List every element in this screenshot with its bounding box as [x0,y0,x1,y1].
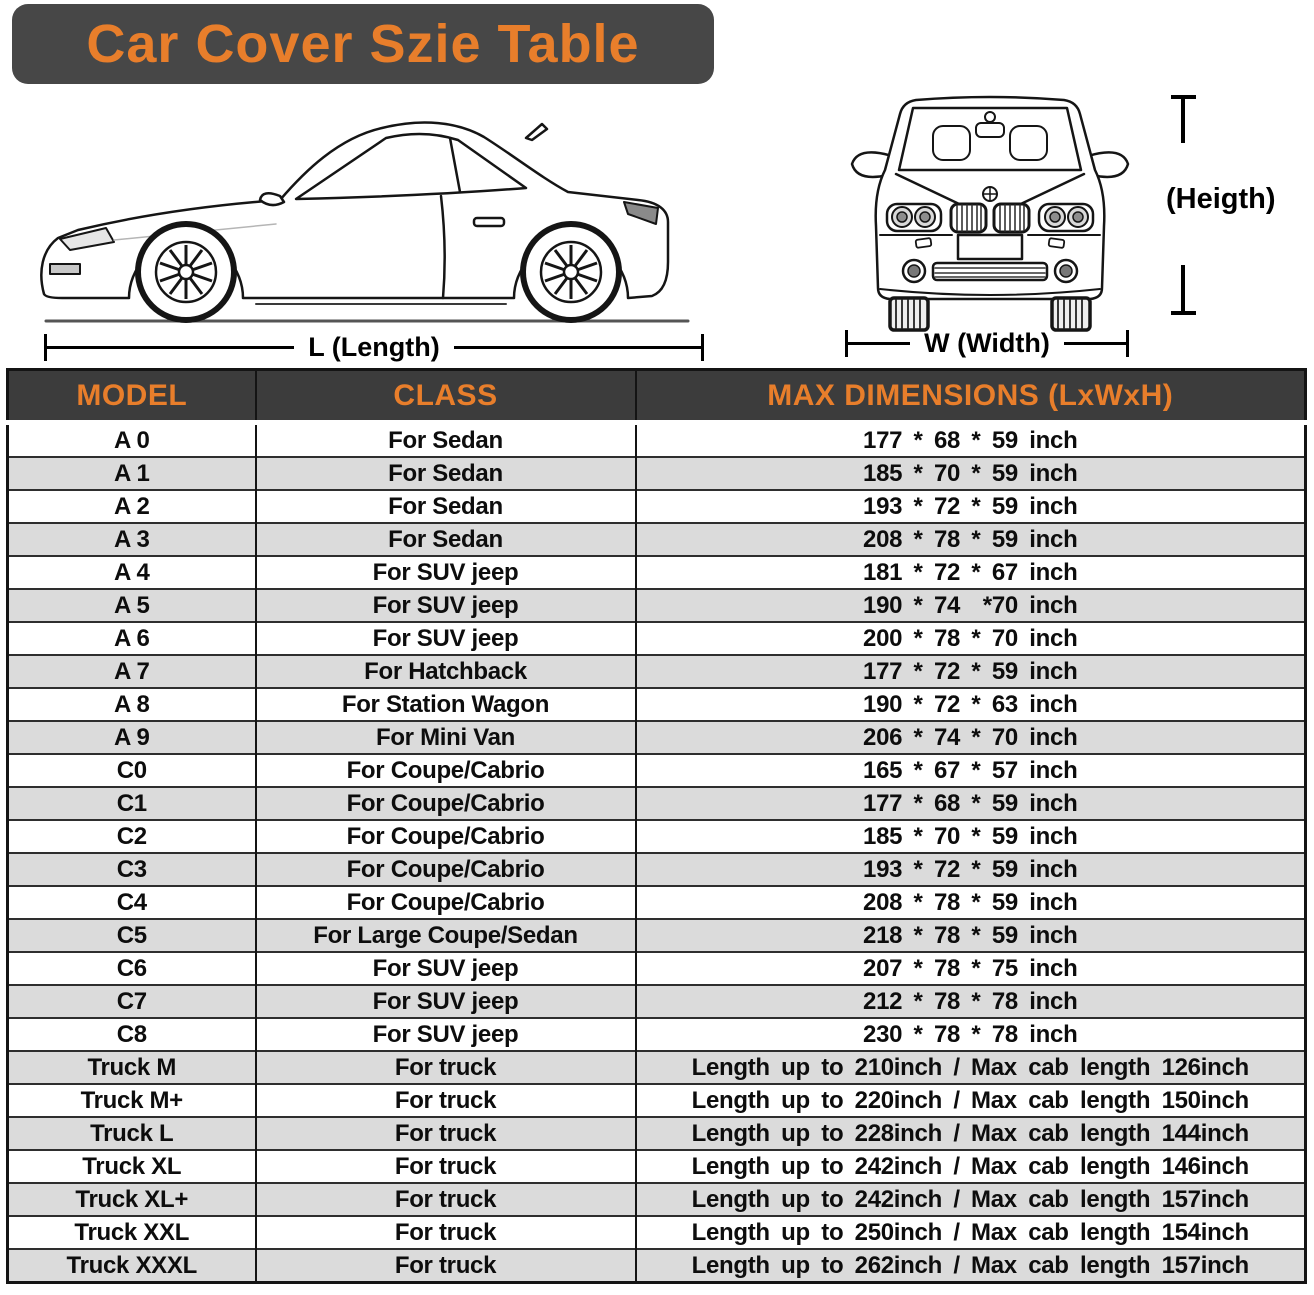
cell-class: For SUV jeep [256,952,636,985]
cell-model: A 6 [8,622,256,655]
width-dimension-indicator [845,329,1129,357]
cell-class: For truck [256,1051,636,1084]
cell-dimensions: 181 * 72 * 67 inch [636,556,1306,589]
cell-class: For SUV jeep [256,589,636,622]
cell-class: For Large Coupe/Sedan [256,919,636,952]
cell-model: Truck XL+ [8,1183,256,1216]
cell-class: For truck [256,1150,636,1183]
cell-dimensions: Length up to 242inch / Max cab length 146inch [636,1150,1306,1183]
cell-model: C3 [8,853,256,886]
table-row [8,787,1306,820]
table-row [8,1183,1306,1216]
table-row [8,985,1306,1018]
car-side-view-illustration [26,112,706,326]
cell-class: For Coupe/Cabrio [256,886,636,919]
table-row [8,1084,1306,1117]
cell-model: A 2 [8,490,256,523]
cell-class: For Sedan [256,457,636,490]
length-line-right [454,346,701,349]
cell-dimensions: Length up to 242inch / Max cab length 157inch [636,1183,1306,1216]
column-header-model: MODEL [8,370,256,423]
cell-class: For truck [256,1117,636,1150]
cell-model: Truck XL [8,1150,256,1183]
table-row [8,490,1306,523]
cell-dimensions: 230 * 78 * 78 inch [636,1018,1306,1051]
cell-class: For SUV jeep [256,622,636,655]
cell-class: For SUV jeep [256,1018,636,1051]
cell-model: Truck L [8,1117,256,1150]
table-row [8,754,1306,787]
cell-dimensions: 190 * 74 *70 inch [636,589,1306,622]
table-row [8,423,1306,458]
table-row [8,688,1306,721]
cell-class: For Sedan [256,423,636,458]
table-row [8,886,1306,919]
table-row [8,1150,1306,1183]
page-title: Car Cover Szie Table [86,14,640,74]
size-table [6,368,1307,1284]
cell-class: For SUV jeep [256,556,636,589]
cell-dimensions: 190 * 72 * 63 inch [636,688,1306,721]
cell-model: A 4 [8,556,256,589]
cell-dimensions: 193 * 72 * 59 inch [636,490,1306,523]
table-row [8,853,1306,886]
cell-model: A 7 [8,655,256,688]
cell-model: C5 [8,919,256,952]
height-bottom-stem [1181,265,1185,314]
cell-class: For Sedan [256,490,636,523]
table-row [8,1249,1306,1283]
cell-model: C8 [8,1018,256,1051]
cell-class: For truck [256,1183,636,1216]
width-right-tick [1126,330,1129,357]
cell-dimensions: Length up to 262inch / Max cab length 157inch [636,1249,1306,1283]
table-row [8,1018,1306,1051]
width-line-right [1064,342,1126,345]
table-row [8,721,1306,754]
length-line-left [47,346,294,349]
cell-class: For Mini Van [256,721,636,754]
table-row [8,556,1306,589]
width-label: W (Width) [924,327,1050,358]
cell-model: Truck XXXL [8,1249,256,1283]
column-header-dimensions: MAX DIMENSIONS (LxWxH) [636,370,1306,423]
table-row [8,1216,1306,1249]
height-top-stem [1181,95,1185,143]
length-label: L (Length) [308,331,440,362]
cell-class: For Hatchback [256,655,636,688]
length-right-tick [701,334,704,361]
table-row [8,589,1306,622]
cell-dimensions: 177 * 72 * 59 inch [636,655,1306,688]
cell-class: For Station Wagon [256,688,636,721]
cell-class: For truck [256,1249,636,1283]
cell-dimensions: 218 * 78 * 59 inch [636,919,1306,952]
table-row [8,820,1306,853]
table-row [8,457,1306,490]
front-wheel [138,224,234,320]
height-label: (Heigth) [1166,183,1276,215]
cell-model: Truck M+ [8,1084,256,1117]
cell-dimensions: 177 * 68 * 59 inch [636,423,1306,458]
size-table-header [8,370,1306,423]
cell-dimensions: 185 * 70 * 59 inch [636,820,1306,853]
table-row [8,523,1306,556]
table-row [8,655,1306,688]
cell-model: C7 [8,985,256,1018]
cell-model: C2 [8,820,256,853]
cell-dimensions: 208 * 78 * 59 inch [636,886,1306,919]
cell-class: For truck [256,1216,636,1249]
cell-model: A 3 [8,523,256,556]
table-row [8,622,1306,655]
cell-dimensions: 208 * 78 * 59 inch [636,523,1306,556]
cell-dimensions: 200 * 78 * 70 inch [636,622,1306,655]
cell-dimensions: 165 * 67 * 57 inch [636,754,1306,787]
cell-model: C0 [8,754,256,787]
cell-model: C4 [8,886,256,919]
cell-model: A 8 [8,688,256,721]
cell-dimensions: Length up to 250inch / Max cab length 154inch [636,1216,1306,1249]
cell-model: A 9 [8,721,256,754]
length-dimension-indicator [44,333,704,361]
rear-wheel [523,224,619,320]
cell-dimensions: 207 * 78 * 75 inch [636,952,1306,985]
cell-class: For Coupe/Cabrio [256,787,636,820]
cell-class: For Coupe/Cabrio [256,754,636,787]
height-bottom-bar [1171,311,1196,315]
car-front-view-illustration [830,92,1150,334]
size-table-body [8,423,1306,1283]
cell-class: For Coupe/Cabrio [256,853,636,886]
cell-dimensions: 185 * 70 * 59 inch [636,457,1306,490]
cell-dimensions: Length up to 220inch / Max cab length 150inch [636,1084,1306,1117]
column-header-class: CLASS [256,370,636,423]
cell-class: For truck [256,1084,636,1117]
cell-model: C1 [8,787,256,820]
cell-dimensions: 193 * 72 * 59 inch [636,853,1306,886]
cell-class: For Sedan [256,523,636,556]
cell-model: C6 [8,952,256,985]
cell-dimensions: 206 * 74 * 70 inch [636,721,1306,754]
title-banner [12,4,714,84]
table-row [8,952,1306,985]
cell-dimensions: 177 * 68 * 59 inch [636,787,1306,820]
table-row [8,1117,1306,1150]
cell-class: For Coupe/Cabrio [256,820,636,853]
cell-model: Truck XXL [8,1216,256,1249]
width-line-left [848,342,910,345]
table-row [8,1051,1306,1084]
cell-dimensions: 212 * 78 * 78 inch [636,985,1306,1018]
cell-model: A 0 [8,423,256,458]
table-row [8,919,1306,952]
header-row [8,370,1306,423]
cell-class: For SUV jeep [256,985,636,1018]
cell-dimensions: Length up to 228inch / Max cab length 144inch [636,1117,1306,1150]
cell-model: Truck M [8,1051,256,1084]
cell-model: A 5 [8,589,256,622]
cell-dimensions: Length up to 210inch / Max cab length 126inch [636,1051,1306,1084]
cell-model: A 1 [8,457,256,490]
